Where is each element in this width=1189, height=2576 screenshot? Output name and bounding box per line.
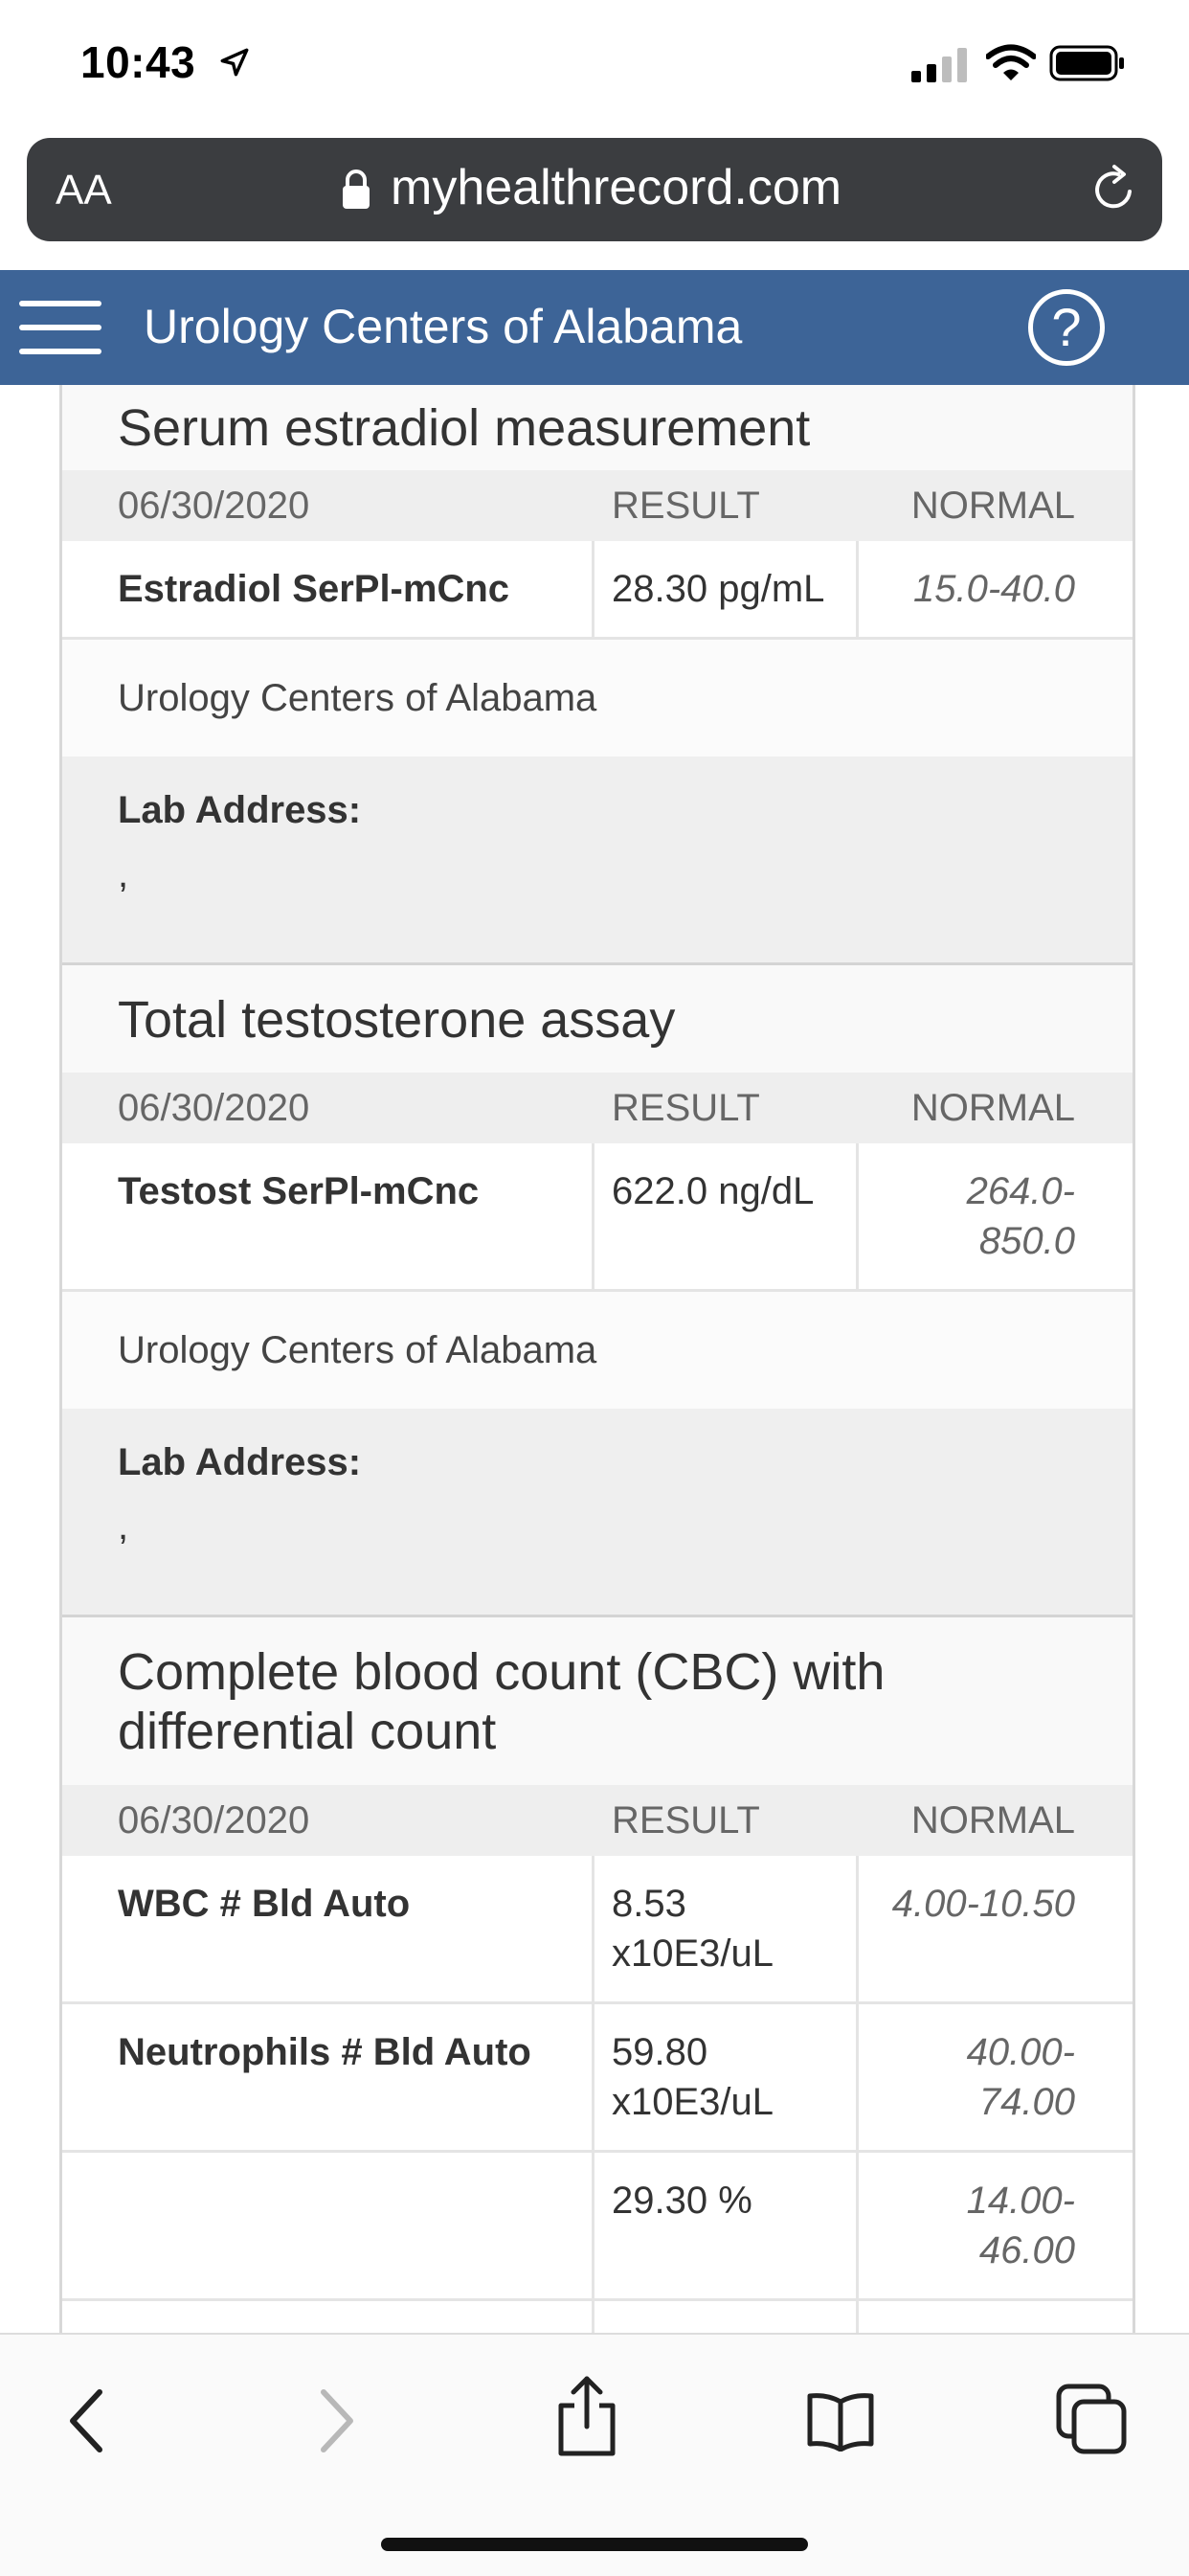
test-result-line: 8.53 (612, 1883, 686, 1925)
lab-address-label: Lab Address: (118, 789, 362, 831)
address-bar[interactable] (27, 138, 1162, 241)
location-arrow-icon (218, 46, 251, 79)
result-date: 06/30/2020 (118, 485, 310, 527)
url-text[interactable]: myhealthrecord.com (391, 160, 842, 215)
lab-address-label: Lab Address: (118, 1441, 362, 1483)
test-result-line: 59.80 (612, 2031, 708, 2073)
table-row (62, 541, 1133, 640)
reader-text-size-button[interactable]: AA (56, 167, 112, 214)
test-name: Estradiol SerPl-mCnc (62, 541, 594, 637)
lab-address-value: , (118, 853, 129, 895)
lab-name: Urology Centers of Alabama (62, 640, 1133, 757)
normal-range: 15.0-40.0 (912, 568, 1075, 610)
test-name: Testost SerPl-mCnc (62, 1143, 594, 1289)
lab-name: Urology Centers of Alabama (62, 1292, 1133, 1409)
book-icon[interactable] (806, 2390, 875, 2452)
back-chevron-icon[interactable] (63, 2386, 111, 2455)
normal-range (859, 2004, 1133, 2150)
result-date: 06/30/2020 (118, 1799, 310, 1842)
section-title: Serum estradiol measurement (62, 385, 1133, 470)
reload-icon[interactable] (1088, 163, 1141, 216)
normal-column-header: NORMAL (910, 485, 1075, 527)
normal-range (859, 2153, 1133, 2298)
lab-address (62, 1409, 1133, 1617)
tabs-icon[interactable] (1055, 2383, 1128, 2455)
test-name (62, 2301, 594, 2333)
test-result (594, 1856, 859, 2001)
app-header (0, 270, 1189, 385)
section-header-row (62, 470, 1133, 541)
cellular-signal-icon (911, 48, 971, 82)
header-title: Urology Centers of Alabama (144, 300, 743, 353)
normal-column-header: NORMAL (910, 1087, 1075, 1129)
table-row (62, 2153, 1133, 2301)
lab-address-value: , (118, 1505, 129, 1548)
result-column-header: RESULT (612, 1087, 760, 1129)
test-name: WBC # Bld Auto (62, 1856, 594, 2001)
test-result (594, 2004, 859, 2150)
normal-range: 4.00-10.50 (891, 1883, 1075, 1925)
forward-chevron-icon[interactable] (312, 2386, 360, 2455)
normal-range-line: 850.0 (978, 1220, 1075, 1262)
lab-address (62, 757, 1133, 965)
wifi-icon (986, 44, 1036, 82)
test-name: Neutrophils # Bld Auto (62, 2004, 594, 2150)
normal-column-header: NORMAL (910, 1799, 1075, 1842)
section-title-line: differential count (118, 1703, 497, 1760)
test-result (594, 2301, 859, 2333)
status-time: 10:43 (80, 37, 196, 87)
table-row (62, 1143, 1133, 1292)
section-title (62, 1617, 1133, 1785)
battery-icon (1049, 44, 1126, 82)
normal-range-line: 74.00 (978, 2081, 1075, 2123)
test-result-line: x10E3/uL (612, 2081, 774, 2123)
normal-range-line: 40.00- (966, 2031, 1075, 2073)
normal-range (859, 2301, 1133, 2333)
result-column-header: RESULT (612, 1799, 760, 1842)
status-bar (0, 0, 1189, 126)
table-row (62, 2004, 1133, 2153)
test-result: 29.30 % (594, 2153, 859, 2298)
hamburger-menu-icon[interactable] (19, 301, 101, 354)
test-result: 28.30 pg/mL (594, 541, 859, 637)
results-card (59, 385, 1135, 2333)
test-result: 622.0 ng/dL (594, 1143, 859, 1289)
home-indicator (381, 2538, 808, 2551)
section-header-row (62, 1073, 1133, 1143)
normal-range-line: 264.0- (966, 1170, 1075, 1212)
section-title: Total testosterone assay (62, 965, 1133, 1073)
result-date: 06/30/2020 (118, 1087, 310, 1129)
share-icon[interactable] (553, 2373, 620, 2459)
section-header-row (62, 1785, 1133, 1856)
lock-icon (341, 169, 371, 211)
normal-range-line: 14.00- (966, 2180, 1075, 2222)
result-column-header: RESULT (612, 485, 760, 527)
normal-range (859, 1143, 1133, 1289)
test-result-line: x10E3/uL (612, 1932, 774, 1975)
help-circle-icon[interactable]: ? (1028, 289, 1105, 366)
normal-range-line: 46.00 (978, 2229, 1075, 2271)
test-name (62, 2153, 594, 2298)
section-title-line: Complete blood count (CBC) with (118, 1643, 886, 1701)
table-row (62, 1856, 1133, 2004)
table-row (62, 2301, 1133, 2333)
results-content[interactable] (0, 385, 1189, 2333)
